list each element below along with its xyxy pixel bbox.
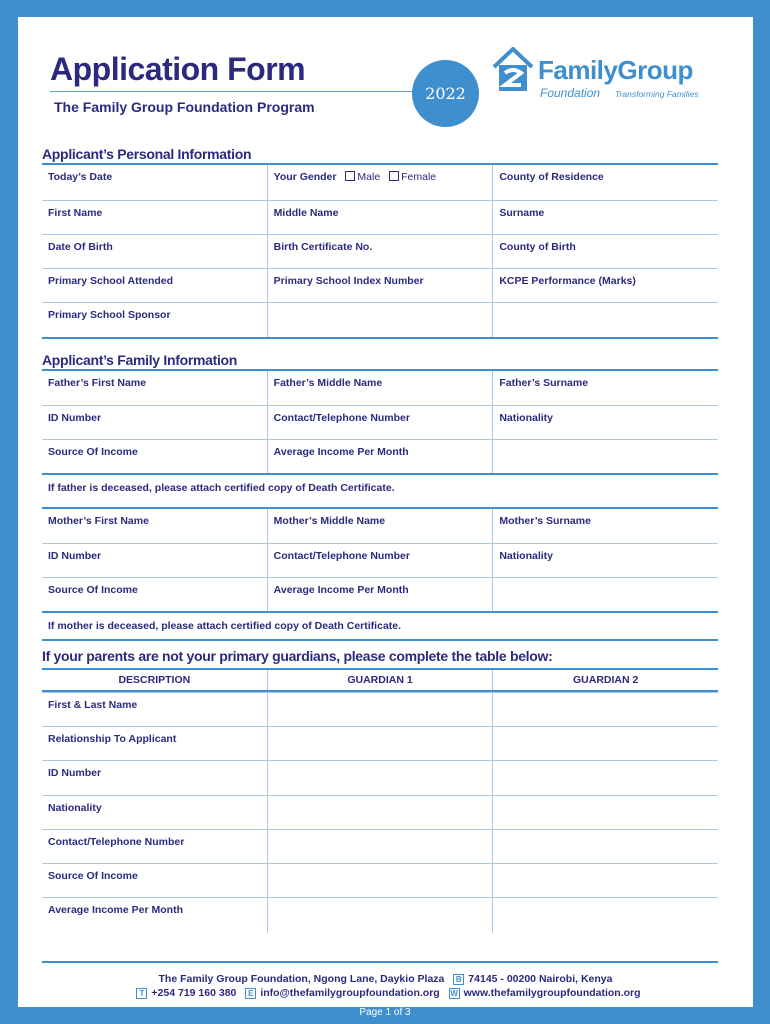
personal-info-grid: [42, 163, 718, 339]
county-residence-field[interactable]: County of Residence: [492, 165, 718, 200]
title-divider: [50, 91, 428, 92]
table-row: [42, 863, 718, 897]
form-title: Application Form: [50, 51, 306, 87]
guardian-2-cell[interactable]: [492, 898, 718, 933]
guardian-table: [42, 668, 718, 933]
table-row: [42, 302, 718, 337]
mother-deceased-note: If mother is deceased, please attach certified copy of Death Certificate.: [42, 613, 718, 641]
table-row: [42, 829, 718, 863]
column-header-description: DESCRIPTION: [118, 674, 191, 686]
table-row: [42, 795, 718, 829]
box-icon: B: [453, 974, 464, 985]
guardian-row-label: Contact/Telephone Number: [48, 836, 185, 848]
footer-box: 74145 - 00200 Nairobi, Kenya: [468, 973, 613, 985]
father-contact-field[interactable]: Contact/Telephone Number: [267, 406, 493, 439]
birth-cert-field[interactable]: Birth Certificate No.: [267, 235, 493, 268]
sponsor-blank-cell[interactable]: [492, 303, 718, 337]
table-row: [42, 897, 718, 933]
dob-field[interactable]: Date Of Birth: [48, 241, 113, 253]
mother-id-field[interactable]: ID Number: [48, 550, 102, 562]
kcpe-field[interactable]: KCPE Performance (Marks): [492, 269, 718, 302]
column-header-guardian-1: GUARDIAN 1: [267, 670, 493, 690]
logo-name: FamilyGroup: [538, 55, 693, 85]
father-id-field[interactable]: ID Number: [48, 412, 102, 424]
footer-website[interactable]: www.thefamilygroupfoundation.org: [463, 987, 641, 999]
father-deceased-note: If father is deceased, please attach certified copy of Death Certificate.: [48, 482, 395, 494]
table-row: [42, 268, 718, 302]
email-icon: E: [245, 988, 256, 999]
guardian-1-cell[interactable]: [267, 898, 493, 933]
guardian-1-cell[interactable]: [267, 727, 493, 760]
male-checkbox[interactable]: [345, 171, 355, 181]
sponsor-field[interactable]: Primary School Sponsor: [48, 309, 171, 321]
family-info-heading: Applicant’s Family Information: [42, 352, 238, 368]
father-surname-field[interactable]: Father’s Surname: [492, 371, 718, 405]
footer-address-line: [18, 973, 753, 985]
column-header-guardian-2: GUARDIAN 2: [492, 670, 718, 690]
guardian-2-cell[interactable]: [492, 864, 718, 897]
father-nationality-field[interactable]: Nationality: [492, 406, 718, 439]
guardian-1-cell[interactable]: [267, 830, 493, 863]
guardian-1-cell[interactable]: [267, 693, 493, 726]
guardian-2-cell[interactable]: [492, 727, 718, 760]
mother-blank-cell[interactable]: [492, 578, 718, 611]
footer-divider: [42, 961, 718, 963]
table-row: [42, 760, 718, 795]
female-checkbox[interactable]: [389, 171, 399, 181]
father-blank-cell[interactable]: [492, 440, 718, 473]
guardian-1-cell[interactable]: [267, 796, 493, 829]
female-label: Female: [401, 171, 437, 183]
mother-nationality-field[interactable]: Nationality: [492, 544, 718, 577]
logo-foundation: Foundation: [540, 86, 601, 100]
table-row: [42, 234, 718, 268]
mother-first-name-field[interactable]: Mother’s First Name: [48, 515, 149, 527]
phone-icon: T: [136, 988, 147, 999]
guardian-1-cell[interactable]: [267, 864, 493, 897]
guardian-2-cell[interactable]: [492, 761, 718, 795]
middle-name-field[interactable]: Middle Name: [267, 201, 493, 234]
mother-avg-income-field[interactable]: Average Income Per Month: [267, 578, 493, 611]
table-row: [42, 726, 718, 760]
male-label: Male: [357, 171, 381, 183]
table-row: [42, 543, 718, 577]
guardian-row-label: ID Number: [48, 767, 102, 779]
guardian-heading: If your parents are not your primary guardians, please complete the table below:: [42, 648, 553, 664]
index-number-field[interactable]: Primary School Index Number: [267, 269, 493, 302]
footer-org: The Family Group Foundation, Ngong Lane, Daykio Plaza: [158, 973, 445, 985]
first-name-field[interactable]: First Name: [48, 207, 103, 219]
mother-middle-name-field[interactable]: Mother’s Middle Name: [267, 509, 493, 543]
todays-date-field[interactable]: Today’s Date: [48, 171, 113, 183]
father-middle-name-field[interactable]: Father’s Middle Name: [267, 371, 493, 405]
table-row: [42, 165, 718, 200]
guardian-row-label: Source Of Income: [48, 870, 138, 882]
father-avg-income-field[interactable]: Average Income Per Month: [267, 440, 493, 473]
table-row: [42, 371, 718, 405]
guardian-1-cell[interactable]: [267, 761, 493, 795]
mother-contact-field[interactable]: Contact/Telephone Number: [267, 544, 493, 577]
mother-surname-field[interactable]: Mother’s Surname: [492, 509, 718, 543]
gender-field: [267, 165, 493, 200]
table-row: [42, 509, 718, 543]
form-sheet: [18, 17, 753, 1007]
page-number: Page 1 of 3: [359, 1007, 411, 1018]
guardian-table-header: [42, 668, 718, 692]
table-row: [42, 405, 718, 439]
guardian-row-label: First & Last Name: [48, 699, 138, 711]
footer-contact-line: [18, 987, 753, 999]
year-badge: 2022: [412, 60, 479, 127]
guardian-2-cell[interactable]: [492, 693, 718, 726]
primary-school-field[interactable]: Primary School Attended: [48, 275, 174, 287]
mother-info-grid: [42, 507, 718, 613]
father-income-source-field[interactable]: Source Of Income: [48, 446, 138, 458]
guardian-row-label: Relationship To Applicant: [48, 733, 177, 745]
guardian-2-cell[interactable]: [492, 830, 718, 863]
county-birth-field[interactable]: County of Birth: [492, 235, 718, 268]
footer-phone: +254 719 160 380: [151, 987, 237, 999]
footer-email[interactable]: info@thefamilygroupfoundation.org: [260, 987, 440, 999]
logo-tagline: Transforming Families: [615, 89, 699, 99]
gender-label: Your Gender: [273, 171, 337, 183]
father-info-grid: [42, 369, 718, 475]
table-row: [42, 692, 718, 726]
surname-field[interactable]: Surname: [492, 201, 718, 234]
web-icon: W: [450, 989, 458, 998]
guardian-2-cell[interactable]: [492, 796, 718, 829]
sponsor-blank-cell[interactable]: [267, 303, 493, 337]
table-row: [42, 439, 718, 473]
guardian-row-label: Average Income Per Month: [48, 904, 183, 916]
father-first-name-field[interactable]: Father’s First Name: [48, 377, 147, 389]
house-logo-icon: [490, 45, 536, 95]
form-subtitle: The Family Group Foundation Program: [54, 99, 315, 115]
mother-income-source-field[interactable]: Source Of Income: [48, 584, 138, 596]
table-row: [42, 577, 718, 611]
family-group-logo: [490, 45, 752, 105]
guardian-row-label: Nationality: [48, 802, 102, 814]
table-row: [42, 200, 718, 234]
personal-info-heading: Applicant’s Personal Information: [42, 146, 252, 162]
